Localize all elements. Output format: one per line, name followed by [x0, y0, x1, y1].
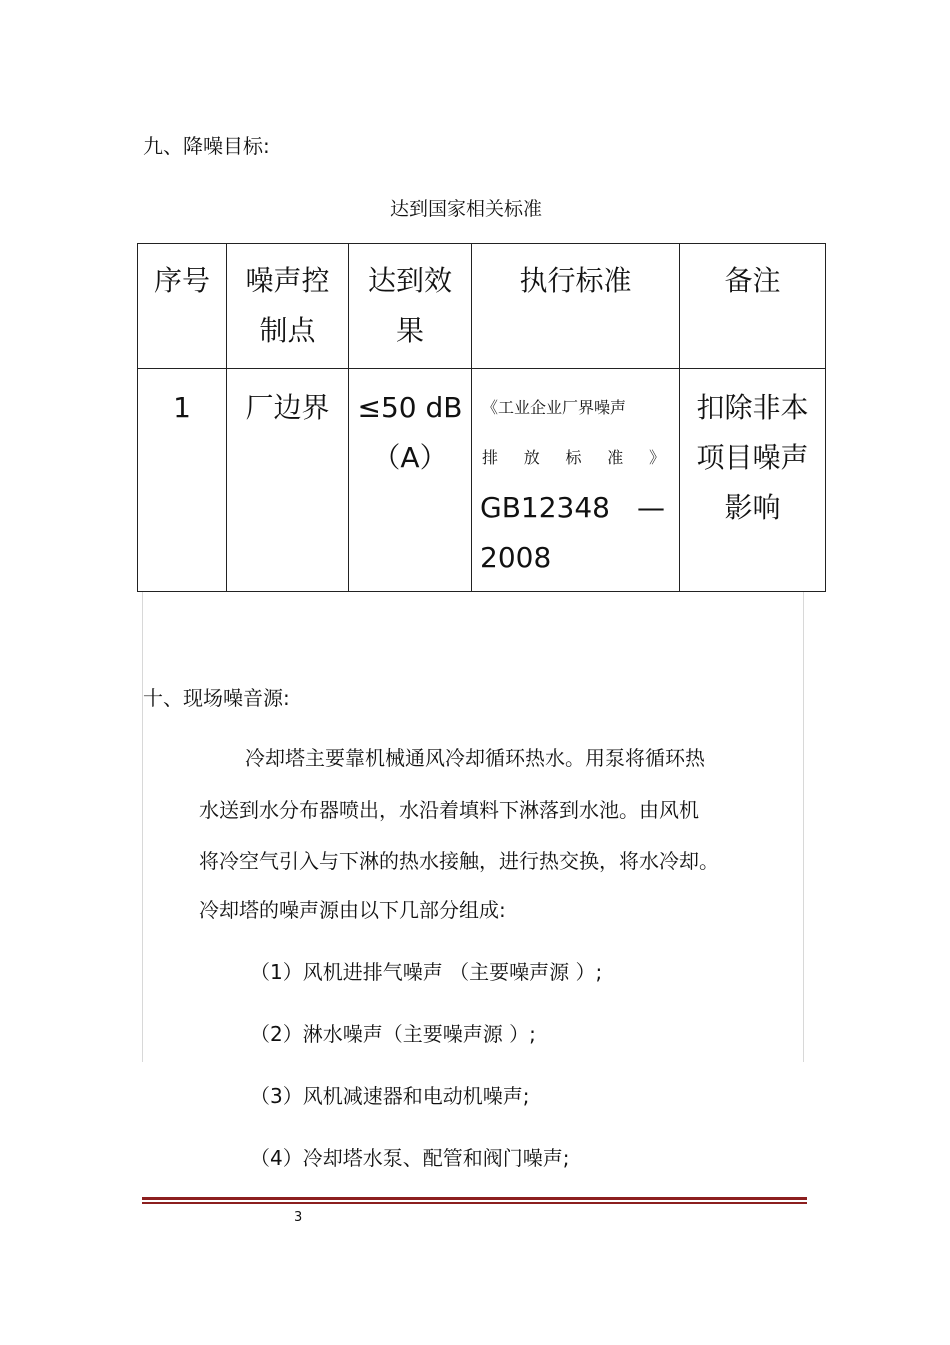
footer-rule: [142, 1197, 807, 1200]
table-header-row: [138, 244, 826, 369]
section-9-heading: 九、降噪目标:: [143, 134, 270, 158]
header-cell-index: 序号: [138, 244, 227, 369]
list-item: （4）冷却塔水泵、配管和阀门噪声;: [250, 1146, 570, 1170]
header-cell-effect: 达到效 果: [349, 244, 472, 369]
paragraph-line-3: 将冷空气引入与下淋的热水接触，进行热交换，将水冷却。: [199, 849, 719, 873]
section-10-heading: 十、现场噪音源:: [143, 686, 290, 710]
cell-effect: ≤50 dB （A）: [349, 369, 472, 592]
table-row: [138, 369, 826, 592]
list-item: （3）风机减速器和电动机噪声;: [250, 1084, 530, 1108]
header-cell-remark: 备注: [680, 244, 826, 369]
list-item: （2）淋水噪声（主要噪声源 ）;: [250, 1022, 536, 1046]
paragraph-line-4: 冷却塔的噪声源由以下几部分组成:: [199, 898, 506, 922]
page-border-left: [142, 592, 143, 1062]
footer-rule-thin: [142, 1202, 807, 1204]
page-border-right: [803, 592, 804, 1062]
cell-standard: 《工业企业厂界噪声 排 放 标 准 》 GB12348 — 2008: [472, 369, 680, 592]
noise-target-table: [137, 243, 826, 592]
paragraph-line-2: 水送到水分布器喷出，水沿着填料下淋落到水池。由风机: [199, 798, 699, 822]
list-item: （1）风机进排气噪声 （主要噪声源 ）;: [250, 960, 603, 984]
header-cell-standard: 执行标准: [472, 244, 680, 369]
table-caption: 达到国家相关标准: [390, 198, 543, 220]
header-cell-control-point: 噪声控 制点: [227, 244, 349, 369]
paragraph-line-1: 冷却塔主要靠机械通风冷却循环热水。用泵将循环热: [245, 746, 705, 770]
cell-index: 1: [138, 369, 227, 592]
page-number: 3: [294, 1210, 303, 1225]
cell-remark: 扣除非本 项目噪声 影响: [680, 369, 826, 592]
cell-control-point: 厂边界: [227, 369, 349, 592]
